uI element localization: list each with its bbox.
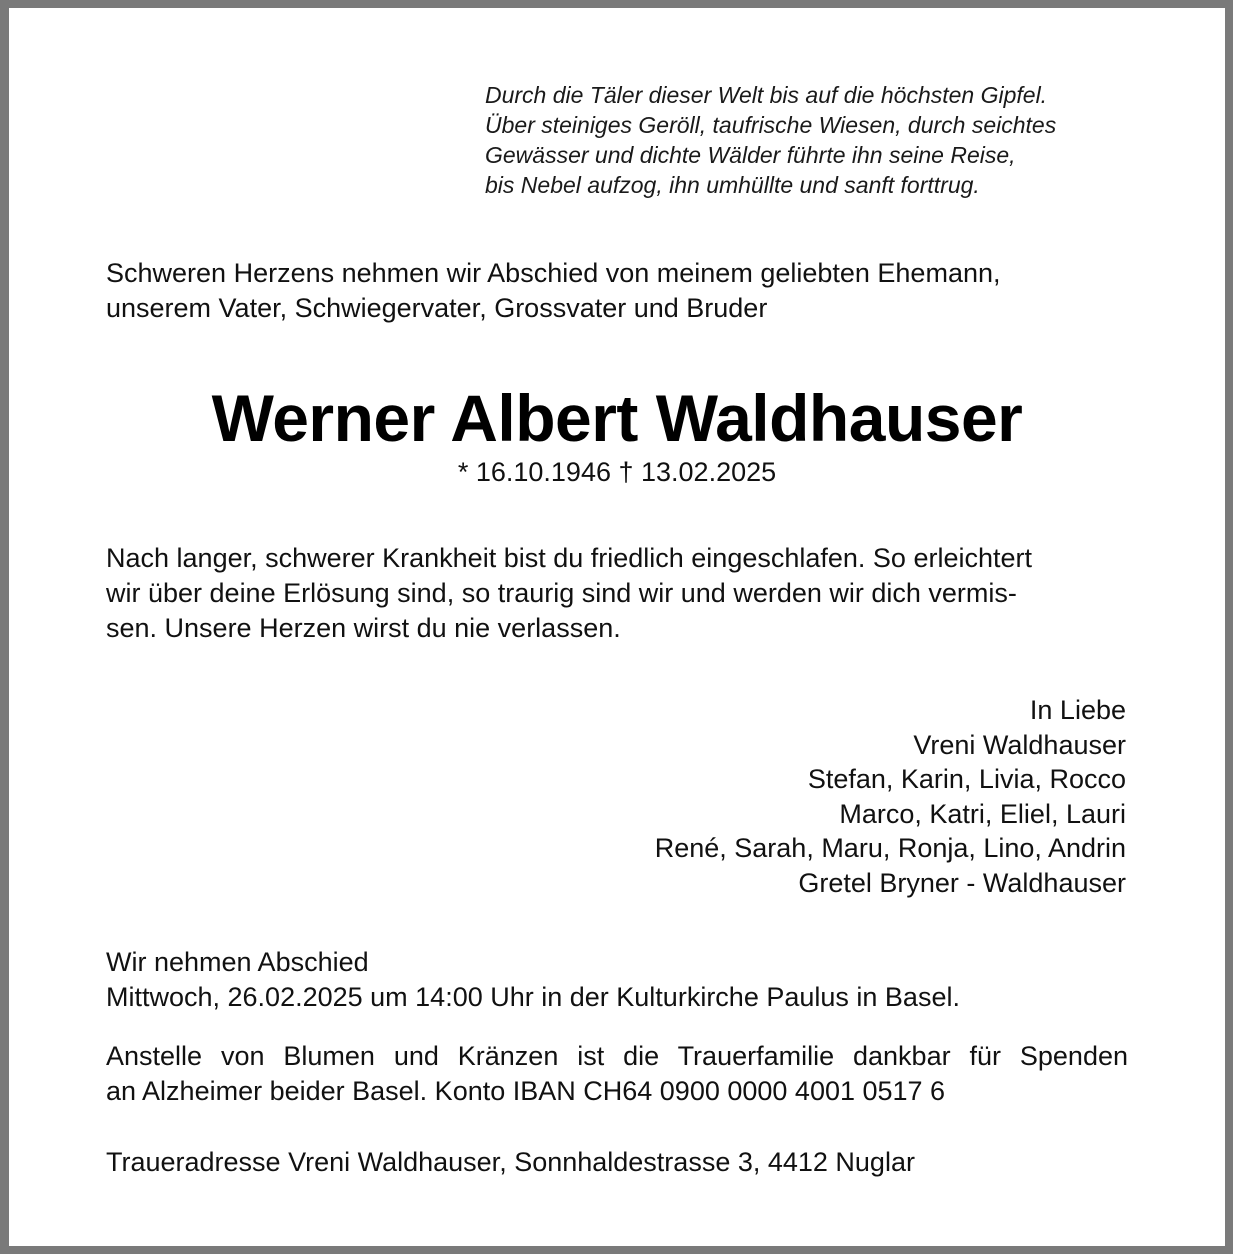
intro-line: Schweren Herzens nehmen wir Abschied von meinem geliebten Ehemann, xyxy=(106,258,1001,288)
signoff-line: Stefan, Karin, Livia, Rocco xyxy=(807,764,1126,794)
service-line: Wir nehmen Abschied xyxy=(106,947,369,977)
intro-line: unserem Vater, Schwiegervater, Grossvater und Bruder xyxy=(106,292,768,323)
funeral-service-info xyxy=(106,945,1128,1015)
obituary-notice xyxy=(9,8,1225,1246)
farewell-message xyxy=(106,541,1128,646)
mourners-signoff xyxy=(426,693,1126,900)
message-line: wir über deine Erlösung sind, so traurig sind wir und werden wir dich vermis- xyxy=(106,578,1017,608)
signoff-line: Vreni Waldhauser xyxy=(913,729,1126,760)
signoff-line: Gretel Bryner - Waldhauser xyxy=(798,867,1126,898)
poem-line: bis Nebel aufzog, ihn umhüllte und sanft forttrug. xyxy=(485,172,980,198)
service-line: Mittwoch, 26.02.2025 um 14:00 Uhr in der Kulturkirche Paulus in Basel. xyxy=(106,982,960,1012)
signoff-line: In Liebe xyxy=(1029,695,1126,725)
message-line: Nach langer, schwerer Krankheit bist du friedlich eingeschlafen. So erleichtert xyxy=(106,543,1032,573)
intro-text xyxy=(106,256,1126,325)
message-line: sen. Unsere Herzen wirst du nie verlassen. xyxy=(106,613,621,643)
life-dates: * 16.10.1946 † 13.02.2025 xyxy=(457,457,777,487)
poem-line: Gewässer und dichte Wälder führte ihn seine Reise, xyxy=(485,142,1016,168)
donation-line: an Alzheimer beider Basel. Konto IBAN CH64 0900 0000 4001 0517 6 xyxy=(106,1076,946,1106)
donation-line: Anstelle von Blumen und Kränzen ist die Trauerfamilie dankbar für Spenden xyxy=(106,1041,1128,1071)
deceased-name: Werner Albert Waldhauser xyxy=(211,381,1023,455)
signoff-line: René, Sarah, Maru, Ronja, Lino, Andrin xyxy=(654,833,1126,863)
mourning-address: Traueradresse Vreni Waldhauser, Sonnhaldestrasse 3, 4412 Nuglar xyxy=(106,1147,915,1177)
poem-line: Durch die Täler dieser Welt bis auf die höchsten Gipfel. xyxy=(485,82,1048,108)
poem-line: Über steiniges Geröll, taufrische Wiesen, durch seichtes xyxy=(485,112,1057,138)
poem xyxy=(485,80,1185,200)
donation-info xyxy=(106,1039,1128,1109)
signoff-line: Marco, Katri, Eliel, Lauri xyxy=(839,798,1126,829)
